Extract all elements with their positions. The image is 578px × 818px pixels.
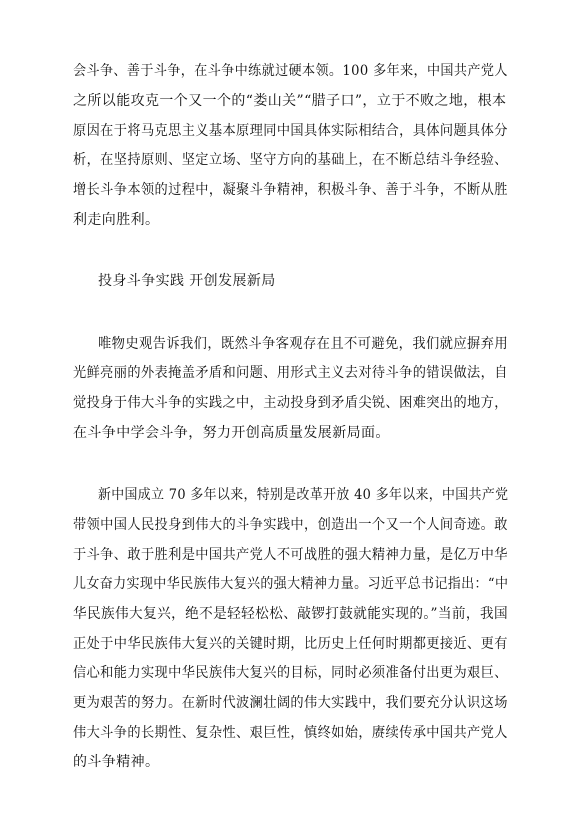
text-line: 利走向胜利。 [73, 212, 160, 228]
text-line: 觉投身于伟大斗争的实践之中，主动投身到矛盾尖锐、困难突出的地方， [73, 395, 508, 411]
text-line: 会斗争、善于斗争，在斗争中练就过硬本领。100 多年来，中国共产党人 [73, 63, 508, 79]
text-line: 光鲜亮丽的外表掩盖矛盾和问题、用形式主义去对待斗争的错误做法，自 [73, 365, 508, 381]
text-line: 信心和能力实现中华民族伟大复兴的目标，同时必须准备付出更为艰巨、 [73, 665, 508, 681]
text-line: 新中国成立 70 多年以来，特别是改革开放 40 多年以来，中国共产党 [98, 487, 509, 503]
text-line: 更为艰苦的努力。在新时代波澜壮阔的伟大实践中，我们要充分认识这场 [73, 695, 508, 711]
text-line: 带领中国人民投身到伟大的斗争实践中，创造出一个又一个人间奇迹。敢 [73, 517, 508, 533]
text-line: 伟大斗争的长期性、复杂性、艰巨性，慎终如始，赓续传承中国共产党人 [73, 725, 508, 741]
text-line: 的斗争精神。 [73, 754, 160, 770]
text-line: 原因在于将马克思主义基本原理同中国具体实际相结合，具体问题具体分 [73, 123, 508, 139]
text-line: 儿女奋力实现中华民族伟大复兴的强大精神力量。习近平总书记指出：“中 [73, 576, 509, 592]
text-line: 之所以能攻克一个又一个的“娄山关”“腊子口”，立于不败之地，根本 [73, 93, 507, 109]
section-heading: 投身斗争实践 开创发展新局 [98, 273, 276, 289]
text-line: 增长斗争本领的过程中，凝聚斗争精神，积极斗争、善于斗争，不断从胜 [73, 182, 508, 198]
text-line: 唯物史观告诉我们，既然斗争客观存在且不可避免，我们就应摒弃用 [98, 336, 509, 352]
text-line: 析，在坚持原则、坚定立场、坚守方向的基础上，在不断总结斗争经验、 [73, 152, 508, 168]
text-line: 华民族伟大复兴，绝不是轻轻松松、敲锣打鼓就能实现的。”当前，我国 [73, 606, 508, 622]
text-line: 正处于中华民族伟大复兴的关键时期，比历史上任何时期都更接近、更有 [73, 636, 508, 652]
text-line: 于斗争、敢于胜利是中国共产党人不可战胜的强大精神力量，是亿万中华 [73, 547, 508, 563]
text-line: 在斗争中学会斗争，努力开创高质量发展新局面。 [73, 425, 390, 441]
